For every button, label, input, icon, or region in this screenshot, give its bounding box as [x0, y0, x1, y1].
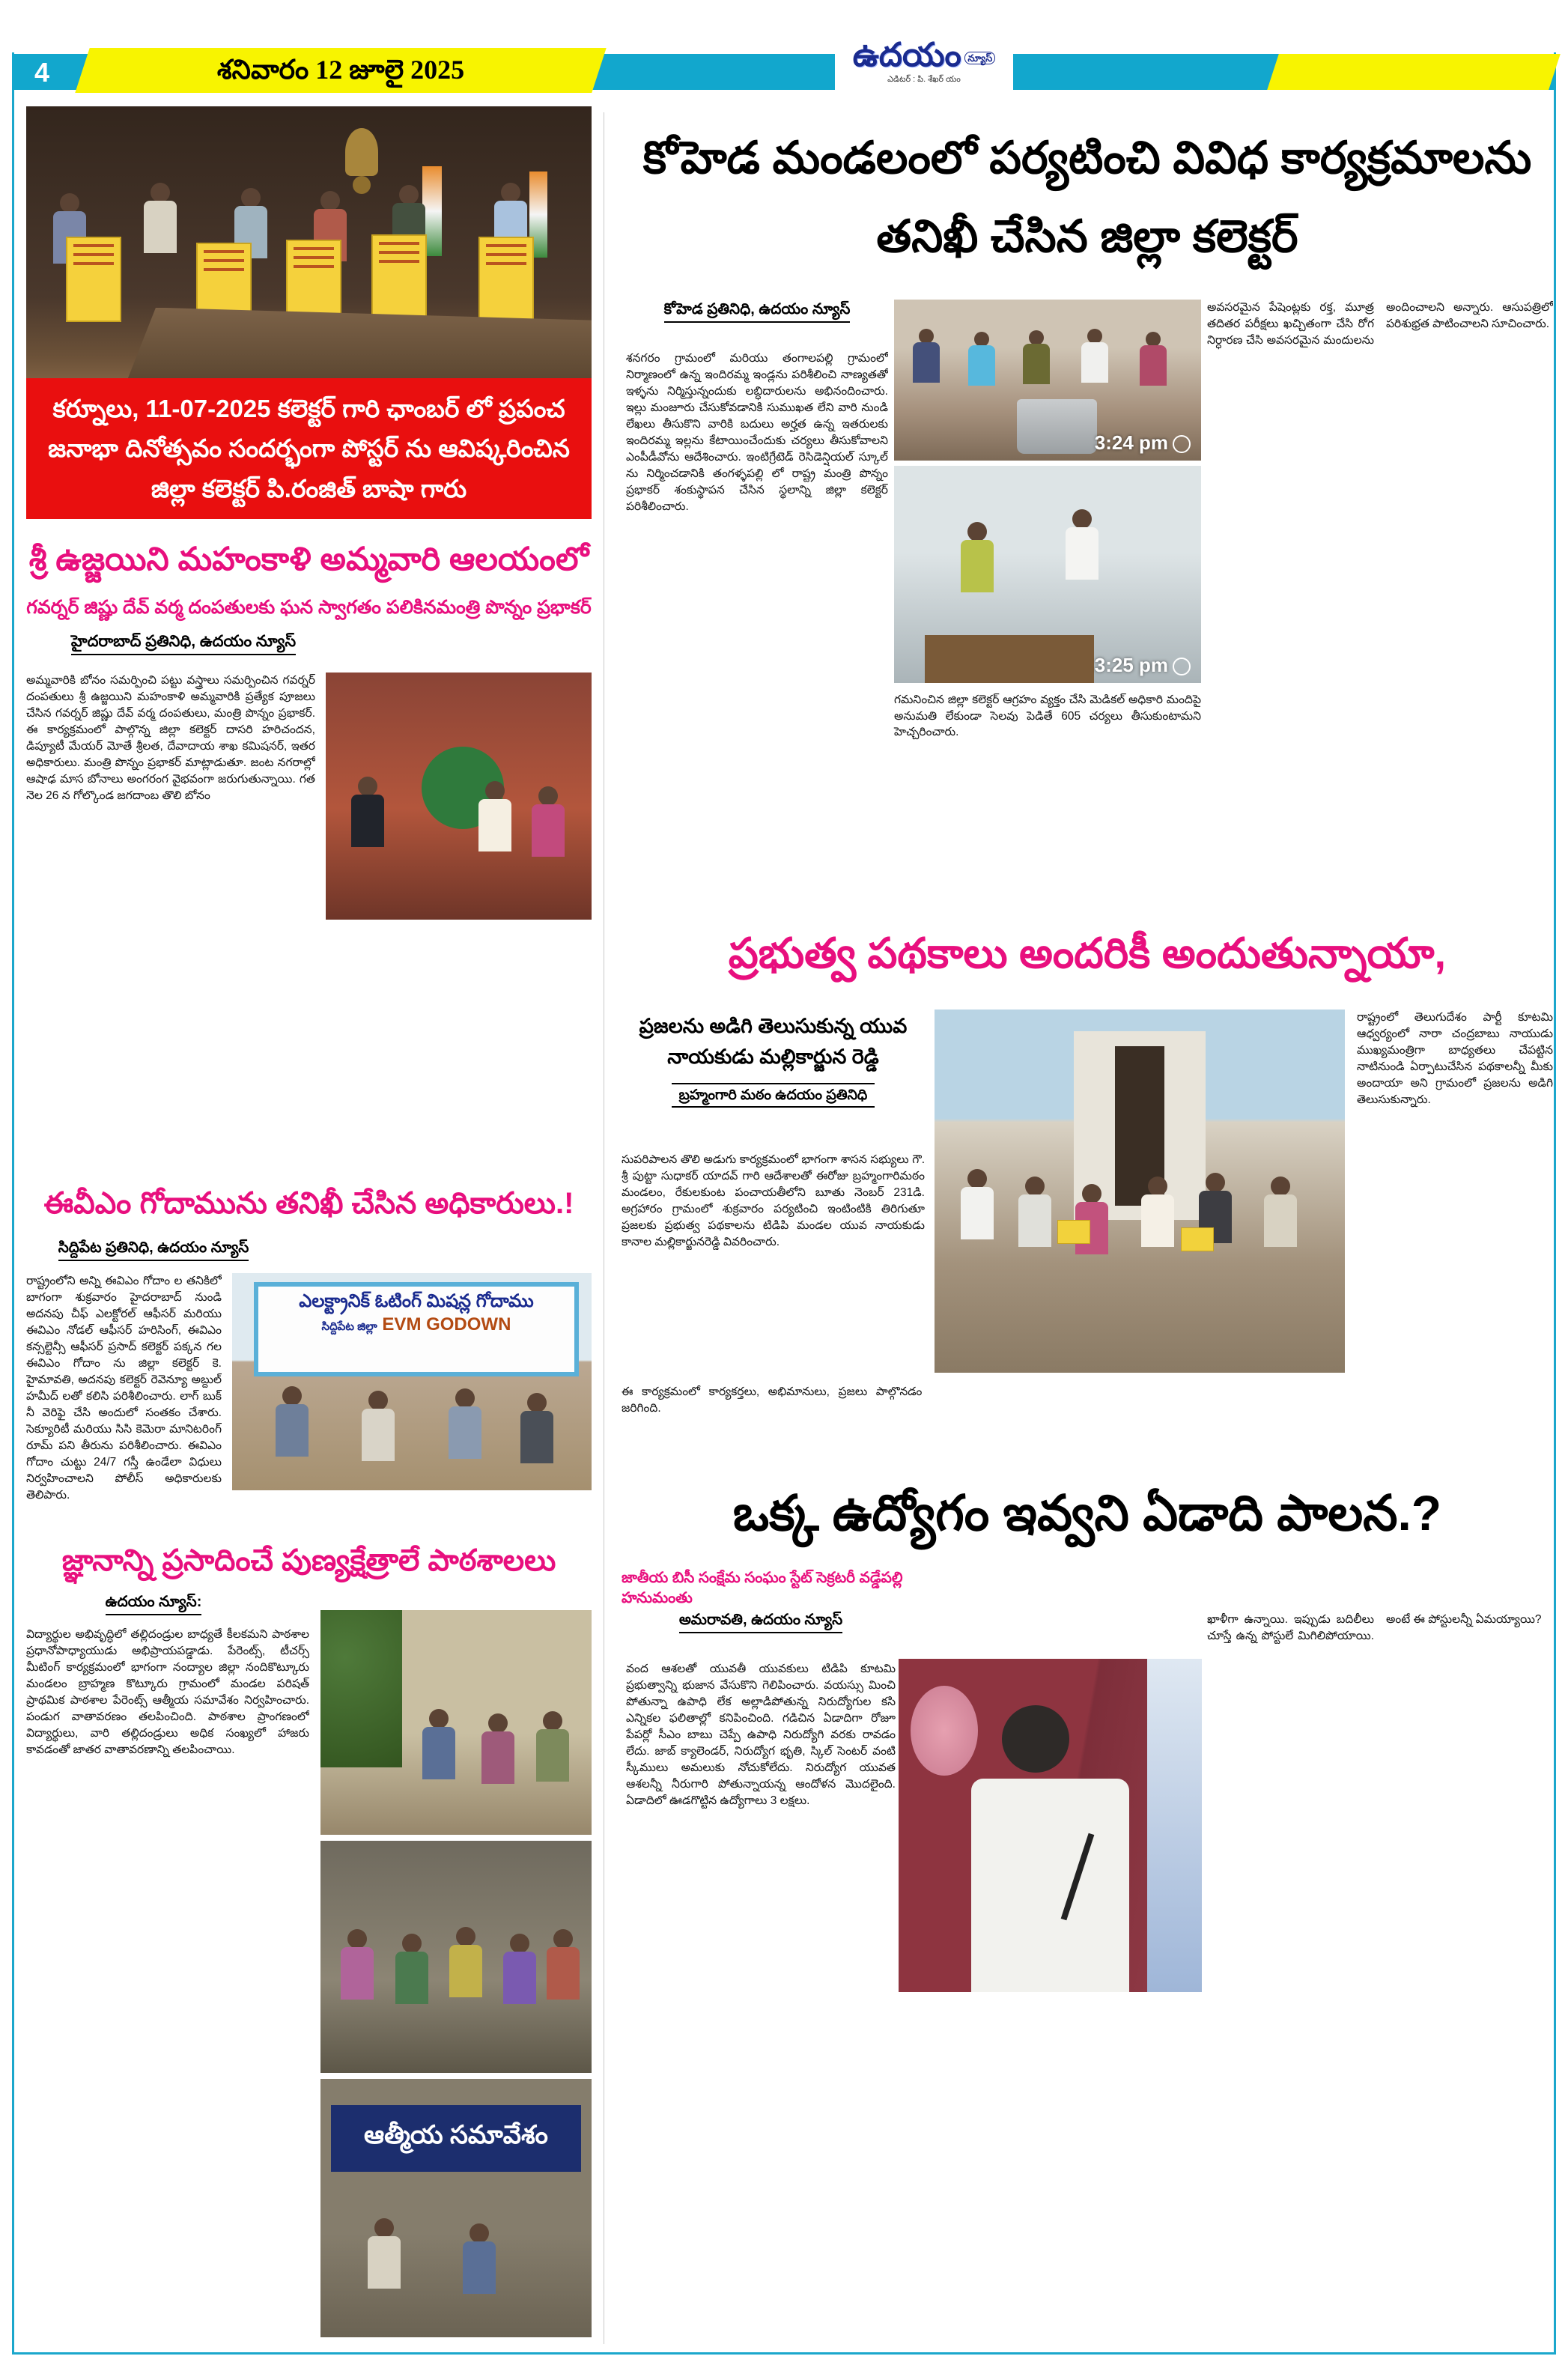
masthead	[835, 36, 1013, 100]
jobs-byline: అమరావతి, ఉదయం న్యూస్	[626, 1612, 896, 1632]
photo-parents-meeting-group	[320, 1841, 592, 2073]
clock-icon	[1173, 658, 1191, 676]
lead-photo-caption: కర్నూలు, 11-07-2025 కలెక్టర్ గారి ఛాంబర్ లో ప్రపంచ జనాభా దినోత్సవం సందర్భంగా పోస్టర్ ను ఆవిష్కరించిన జిల్లా కలెక్టర్ పి.రంజిత్ బాషా గారు	[26, 378, 592, 519]
photo-evm-godown-inspection	[232, 1273, 592, 1490]
poster	[66, 237, 121, 322]
cooking-pot	[1017, 399, 1097, 454]
koheda-body-cols34: అవసరమైన పేషెంట్లకు రక్త, మూత్ర తదితర పరీక్షలు ఖచ్చితంగా చేసి రోగ నిర్ధారణ చేసి అవసరమైన మందులను అందించాలని అన్నారు. ఆసుపత్రిలో పరిశుభ్రత పాటించాలని సూచించారు.	[1207, 301, 1553, 347]
poster	[478, 237, 534, 322]
meeting-banner: ఆత్మీయ సమావేశం	[331, 2105, 580, 2173]
evm-headline: ఈవీఎం గోదామును తనిఖీ చేసిన అధికారులు.!	[43, 1187, 574, 1220]
poster	[371, 234, 427, 320]
photo-health-checkup	[894, 466, 1201, 683]
header-ribbon-right	[1267, 54, 1561, 90]
temple-subhead: గవర్నర్ జిష్ణు దేవ్ వర్మ దంపతులకు ఘన స్వాగతం పలికినమంత్రి పొన్నం ప్రభాకర్	[26, 597, 592, 618]
speaker-shirt	[971, 1779, 1129, 1992]
jobs-headline: ఒక్క ఉద్యోగం ఇవ్వని ఏడాది పాలన.?	[732, 1485, 1442, 1540]
koheda-byline: కోహెడ ప్రతినిధి, ఉదయం న్యూస్	[626, 301, 888, 321]
schools-byline: ఉదయం న్యూస్:	[26, 1594, 281, 1614]
schemes-headline: ప్రభుత్వ పథకాలు అందరికీ అందుతున్నాయా,	[728, 929, 1447, 977]
schemes-body-lead: సుపరిపాలన తొలి అడుగు కార్యక్రమంలో భాగంగా శాసన సభ్యులు గౌ. శ్రీ పుట్టా సుధాకర్ యాదవ్ గారి ఆదేశాలతో ఈరోజు బ్రహ్మంగారిమఠం మండలం, రేకులకుంట పంచాయతీలోని బూతు నెంబర్ 231డి. అగ్రహారం గ్రామంలో శుక్రవారం పర్యటించి ఇంటింటికి తిరిగుతూ ప్రజలకు ప్రభుత్వ పథకాలను టిడిపి మండల యువ నాయకుడు కానాల మల్లికార్జునరెడ్డి వివరించారు.	[622, 1153, 925, 1248]
banner-backdrop	[1147, 1659, 1202, 1992]
photo-poster-launch-collector-chamber	[26, 106, 592, 378]
evm-byline: సిద్దిపేట ప్రతినిధి, ఉదయం న్యూస్	[26, 1239, 281, 1260]
photo-temple-governor-welcome	[326, 673, 592, 920]
edition-date: శనివారం 12 జూలై 2025	[216, 55, 465, 85]
masthead-editor: ఎడిటర్ : పి. శేఖర్ యం	[887, 75, 961, 84]
jobs-body-cols23: ఖాళీగా ఉన్నాయి. ఇప్పుడు బదిలీలు చూస్తే ఉన్న పోస్టులే మిగిలిపోయాయి. అంటే ఈ పోస్టులన్నీ ఏమయ్యాయి?	[1207, 1613, 1542, 1642]
koheda-headline: కోహెడ మండలంలో పర్యటించి వివిధ కార్యక్రమాలను తనిఖీ చేసిన జిల్లా కలెక్టర్	[642, 133, 1532, 261]
temple-headline: శ్రీ ఉజ్జయిని మహంకాళి అమ్మవారి ఆలయంలో	[28, 541, 589, 577]
pamphlet	[1181, 1227, 1214, 1251]
koheda-body-col1: శనగరం గ్రామంలో మరియు తంగాలపల్లి గ్రామంలో నిర్మాణంలో ఉన్న ఇందిరమ్మ ఇండ్లను పరిశీలించి నాణ్యతతో ఇళ్ళను నిర్మిస్తున్నందుకు లబ్ధిదారులను అభినందించారు. ఇల్లు మంజూరు చేసుకోవడానికి సుముఖత లేని వారి నుండి లేఖలు తీసుకొని వారికి బదులు అర్హత ఉన్న ఇతరులకు ఇందిరమ్మ ఇల్లను కేటాయించేందుకు చర్యలు తీసుకోవాలని ఎంపీడీవోను ఆదేశించారు. ఇంటిగ్రేటెడ్ రెసిడెన్షియల్ స్కూల్ ను నిర్మించడానికి తంగళ్ళపల్లి లో రాష్ట్ర మంత్రి పొన్నం ప్రభాకర్ శంకుస్థాపన చేసిన స్థలాన్ని జిల్లా కలెక్టర్ పరిశీలించారు.	[626, 352, 888, 513]
temple-body-wrap	[26, 673, 592, 1152]
masthead-tag: న్యూస్	[964, 52, 995, 64]
pamphlet	[1057, 1220, 1090, 1244]
photo-atmiya-samavesam-banner	[320, 2079, 592, 2337]
schemes-body-right: రాష్ట్రంలో తెలుగుదేశం పార్టీ కూటమి ఆధ్వర్యంలో నారా చంద్రబాబు నాయుడు ముఖ్యమంత్రిగా బాధ్యతలు చేపట్టిన నాటినుండి ఏర్పాటుచేసిన పథకాలన్నీ మీకు అందాయా అని గ్రామంలో ప్రజలను అడిగి తెలుసుకున్నారు.	[1357, 1011, 1553, 1106]
schemes-byline: బ్రహ్మంగారి మఠం ఉదయం ప్రతినిధి	[622, 1087, 925, 1107]
clinic-desk	[925, 635, 1094, 683]
photo-school-compound	[320, 1610, 592, 1835]
schools-headline: జ్ఞానాన్ని ప్రసాదించే పుణ్యక్షేత్రాలే పాఠశాలలు	[61, 1544, 556, 1577]
ashoka-emblem	[332, 128, 392, 210]
evm-body-wrap	[26, 1273, 592, 1535]
temple-byline: హైదరాబాద్ ప్రతినిధి, ఉదయం న్యూస్	[26, 633, 341, 655]
page-number: 4	[34, 57, 50, 88]
flower-decor	[911, 1686, 978, 1776]
clock-icon	[1173, 435, 1191, 453]
photo-timestamp: 3:24 pm	[1095, 431, 1191, 455]
jobs-body-col1: వంద ఆశలతో యువతీ యువకులు టిడిపి కూటమి ప్రభుత్వాన్ని భుజాన వేసుకొని గెలిపించారు. వయస్సు మించి పోతున్నా ఉపాధి లేక అల్లాడిపోతున్న నిరుద్యోగుల కసి ఎన్నికల ఫలితాల్లో కనిపించింది. గడిచిన ఏడాదిగా రోజూ పేపర్లో సీఎం బాబు చెప్పే ఉపాధి నిరుద్యోగి వరకు రావడం లేదు. జాబ్ క్యాలెండర్, నిరుద్యోగ భృతి, స్కిల్ సెంటర్ వంటి స్కీములు అమలుకు నోచుకోలేదు. నిరుద్యోగ యువత ఆశలన్నీ నీరుగారి పోతున్నాయన్న ఆందోళన మొదలైంది. ఏడాదిలో ఊడగొట్టిన ఉద్యోగాలు 3 లక్షలు.	[626, 1663, 896, 1807]
speaker-head	[1002, 1705, 1069, 1773]
jobs-kicker: జాతీయ బిసీ సంక్షేమ సంఘం స్టేట్ సెక్రటరీ వడ్డేపల్లి హనుమంతు	[622, 1570, 903, 1606]
photo-door-to-door-campaign	[935, 1010, 1345, 1373]
schools-body: విద్యార్థుల అభివృద్ధిలో తల్లిదండ్రుల బాధ్యతే కీలకమని పాఠశాల ప్రధానోపాధ్యాయుడు అభిప్రాయపడ్డాడు. పేరెంట్స్, టీచర్స్ మీటింగ్ కార్యక్రమంలో భాగంగా నంద్యాల జిల్లా నందికొట్కూరు మండలం బ్రాహ్మణ కొట్కూరు గ్రామంలో మండల పరిషత్ ప్రాథమిక పాఠశాల పేరెంట్స్ ఆత్మీయ సమావేశం నిర్వహించారు. పండుగ వాతావరణం తలపించింది. పాఠశాల ప్రాంగణంలో విద్యార్థులు, వారి తల్లిదండ్రులు అధిక సంఖ్యలో హాజరు కావడంతో జాతర వాతావరణాన్ని తలపించాయి.	[26, 1628, 309, 1756]
photo-speaker-press-meet	[899, 1659, 1202, 1992]
koheda-photo-caption: గమనించిన జిల్లా కలెక్టర్ ఆగ్రహం వ్యక్తం చేసి మెడికల్ అధికారి మందిపై అనుమతి లేకుండా సెలవు పెడితే 605 చర్యలు తీసుకుంటామని హెచ్చరించారు.	[894, 693, 1201, 739]
masthead-title: ఉదయం	[852, 37, 961, 73]
photo-timestamp: 3:25 pm	[1095, 654, 1191, 677]
schemes-body-tail: ఈ కార్యక్రమంలో కార్యకర్తలు, అభిమానులు, ప్రజలు పాల్గొనడం జరిగింది.	[622, 1385, 923, 1415]
schemes-subhead: ప్రజలను అడిగి తెలుసుకున్న యువ నాయకుడు మల్లికార్జున రెడ్డి	[639, 1015, 908, 1068]
tree	[320, 1610, 402, 1767]
temple-body: అమ్మవారికి బోనం సమర్పించి పట్టు వస్త్రాలు సమర్పించిన గవర్నర్ దంపతులు శ్రీ ఉజ్జయిని మహంకాళి అమ్మవారికి ప్రత్యేక పూజలు చేసిన గవర్నర్ జిష్ణు దేవ్ వర్మ దంపతులు, మంత్రి పొన్నం ప్రభాకర్. ఈ కార్యక్రమంలో పాల్గొన్న జిల్లా కలెక్టర్ దాసరి హరిచందన, డిప్యూటీ మేయర్ మోతే శ్రీలత, దేవాదాయ శాఖ కమిషనర్, ఇతర అధికారులు. మంత్రి పొన్నం ప్రభాకర్ మాట్లాడుతూ. జంట నగరాల్లో ఆషాఢ మాస బోనాలు అంగరంగ వైభవంగా జరుగుతున్నాయి. గత నెల 26 న గోల్కొండ జగదాంబ తొలి బోనం	[26, 674, 315, 802]
evm-body: రాష్ట్రంలోని అన్ని ఈవిఎం గోదాం ల తనికిలో బాగంగా శుక్రవారం హైదరాబాద్ నుండి అదనపు చీఫ్ ఎలక్టోరల్ ఆఫీసర్ మరియు ఈవిఎం నోడల్ ఆఫీసర్ హరిసింగ్, ఈవిఎం కన్సల్టెన్సీ ఆఫీసర్ ప్రసాద్ కలెక్టర్ పక్కన గల ఈవిఎం గోదాం ను జిల్లా కలెక్టర్ కె. హైమావతి, అదనపు కలెక్టర్ రెవెన్యూ అబ్దుల్ హమీద్ లతో కలిసి పరిశీలించారు. లాగ్ బుక్ నీ వెరిఫై చేసి అందులో సంతకం చేశారు. సెక్యూరిటీ మరియు సిసి కెమెరా మానిటరింగ్ రూమ్ పని తీరును పరిశీలించారు. ఈవిఎం గోదాం చుట్టు 24/7 గస్తీ ఉండేలా విధులు నిర్వహించాలని పోలీస్ అధికారులకు తెలిపారు.	[26, 1275, 222, 1502]
evm-godown-sign: ఎలక్ట్రానిక్ ఓటింగ్ మిషన్ల గోదాము సిద్దిపేట జిల్లా EVM GODOWN	[254, 1282, 579, 1376]
photo-kitchen-inspection	[894, 300, 1201, 461]
